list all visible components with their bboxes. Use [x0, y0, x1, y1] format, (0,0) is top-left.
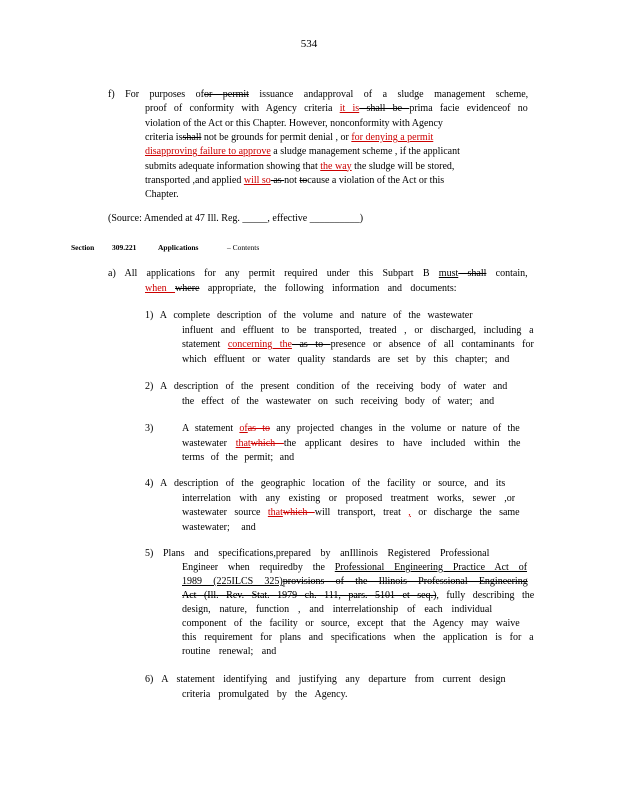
text-run: not: [284, 174, 300, 186]
text-run: appropriate, the following information and documents:: [199, 282, 457, 294]
text-run: ,: [408, 507, 411, 518]
text-run: where: [175, 282, 200, 294]
text-run: or: [203, 89, 223, 100]
text-run: influent and effluent to be transported, treated , or discharged, including a: [182, 324, 534, 336]
text-run: shall: [458, 268, 487, 279]
text-run: it is: [339, 103, 360, 115]
item-2-line: [182, 396, 494, 408]
page-number: 534: [300, 38, 318, 50]
text-run: issuance and: [248, 89, 319, 100]
para-f-line: [145, 132, 433, 144]
text-run: criteria is: [145, 131, 183, 143]
text-run: the applicant desires to have included within the: [283, 437, 521, 449]
text-run: of no: [502, 103, 528, 115]
text-run: shall: [182, 131, 202, 143]
text-run: , fully describing the: [436, 590, 535, 601]
text-run: approval: [318, 89, 364, 100]
item-5-line: [145, 548, 489, 560]
text-run: this requirement for plans and specifications when the application is for a: [182, 632, 534, 643]
text-run: Act (Ill. Rev. Stat. 1979 ch. 111, pars. 5101 et seq.): [182, 590, 437, 601]
section-label: Section: [71, 243, 95, 252]
para-f-line: [108, 89, 528, 101]
item-3-number: 3): [145, 423, 154, 434]
text-run: 1) A complete description of the volume and nature of the wastewater: [145, 310, 473, 321]
text-run: prima facie evidence: [409, 103, 503, 115]
text-run: 4) A description of the geographic location of the facility or source, and its: [145, 478, 506, 489]
para-a-line: [108, 268, 528, 280]
text-run: 5) Plans and specifications,prepared by an: [145, 548, 350, 559]
text-run: disapproving failure to approve: [145, 146, 271, 158]
item-4-line: [182, 493, 515, 505]
item-4-line: [182, 507, 520, 519]
text-run: wastewater source: [182, 507, 268, 518]
section-title: Applications: [158, 243, 199, 252]
item-1-line: [182, 339, 534, 351]
text-run: of a sludge management scheme,: [363, 89, 529, 100]
item-5-line: [182, 590, 534, 602]
text-run: 1989 (225ILCS 325): [182, 576, 283, 587]
item-6-line: [145, 674, 505, 686]
text-run: component of the facility or source, except that the Agency may waive: [182, 618, 520, 629]
item-5-line: [182, 604, 492, 616]
text-run: as to: [291, 339, 331, 350]
text-run: Professional Engineering Practice Act of: [334, 562, 528, 573]
text-run: to: [299, 174, 308, 186]
para-f-line: [145, 103, 528, 115]
text-run: of: [239, 423, 248, 434]
text-run: routine renewal; and: [182, 646, 277, 657]
item-2-line: [145, 381, 507, 393]
item-6-line: [182, 689, 347, 701]
text-run: interrelation with any existing or proposed treatment works, sewer ,or: [182, 492, 516, 504]
text-run: concerning the: [227, 339, 292, 350]
text-run: Engineer when required: [182, 562, 293, 573]
text-run: transported ,and applied: [145, 174, 244, 186]
text-run: for denying a permit: [351, 131, 434, 143]
item-4-line: [182, 522, 256, 534]
text-run: any projected changes in the volume or nature of the: [270, 423, 520, 434]
text-run: a sludge management scheme , if the applicant: [270, 146, 460, 158]
para-a-line: [145, 283, 457, 295]
text-run: or discharge the same: [410, 507, 520, 518]
text-run: proof of conformity with Agency criteria: [145, 103, 340, 115]
para-f-line: [145, 161, 454, 173]
item-1-line: [182, 354, 509, 366]
para-f-line: [145, 175, 444, 187]
text-run: the effect of the wastewater on such receiving body of water; and: [182, 395, 495, 407]
section-heading: [71, 243, 541, 255]
item-3-line: [182, 438, 520, 450]
text-run: presence or absence of all contaminants for: [330, 339, 534, 350]
text-run: design, nature, function , and interrelationship of each individual: [182, 604, 493, 615]
item-5-line: [182, 576, 528, 588]
text-run: of: [195, 89, 204, 100]
text-run: provisions of the Illinois Professional Engineering: [282, 576, 528, 587]
text-run: criteria promulgated by the Agency.: [182, 688, 348, 700]
item-5-line: [182, 562, 527, 574]
section-number: 309.221: [112, 243, 137, 252]
text-run: will so: [243, 174, 271, 186]
text-run: contain,: [486, 268, 528, 279]
source-line-line: [108, 213, 363, 225]
text-run: shall be: [359, 103, 410, 115]
para-f-line: [145, 189, 179, 201]
text-run: A statement: [182, 423, 240, 434]
text-run: f) For purposes: [108, 89, 196, 100]
text-run: Illinois Registered Professional: [349, 548, 490, 559]
text-run: which: [250, 437, 284, 449]
text-run: statement: [182, 339, 228, 350]
text-run: by the: [292, 562, 335, 573]
text-run: as: [270, 174, 285, 186]
text-run: must: [438, 268, 459, 279]
text-run: not be grounds for permit denial , or: [201, 131, 352, 143]
text-run: wastewater; and: [182, 521, 256, 533]
text-run: wastewater: [182, 437, 236, 449]
text-run: the way: [320, 160, 352, 172]
text-run: which effluent or water quality standards are set by this chapter; and: [182, 353, 510, 365]
text-run: which: [282, 507, 315, 518]
item-3-line: [182, 423, 520, 435]
item-5-line: [182, 632, 534, 644]
text-run: will transport, treat: [314, 507, 409, 518]
text-run: the sludge will be stored,: [351, 160, 455, 172]
text-run: that: [235, 437, 251, 449]
text-run: a) All applications for any permit required under this Subpart B: [108, 268, 439, 279]
section-suffix: – Contents: [227, 243, 260, 252]
text-run: 6) A statement identifying and justifying any departure from current design: [145, 674, 506, 685]
text-run: permit: [222, 89, 249, 100]
para-f-line: [145, 118, 443, 130]
text-run: that: [267, 507, 283, 518]
item-1-line: [182, 325, 534, 337]
text-run: Chapter.: [145, 189, 179, 201]
item-3-line: [182, 452, 294, 464]
item-5-line: [182, 618, 520, 630]
item-4-line: [145, 478, 505, 490]
text-run: as to: [247, 423, 271, 434]
text-run: (Source: Amended at 47 Ill. Reg. _____, effective __________): [108, 213, 364, 224]
text-run: 2) A description of the present condition of the receiving body of water and: [145, 381, 508, 392]
text-run: submits adequate information showing that: [145, 160, 321, 172]
text-run: cause a violation of the Act or this: [307, 174, 445, 186]
text-run: violation of the Act or this Chapter. However, nonconformity with Agency: [145, 117, 443, 129]
item-1-line: [145, 310, 473, 322]
item-5-line: [182, 646, 276, 658]
text-run: terms of the permit; and: [182, 452, 295, 463]
text-run: when: [145, 282, 176, 294]
para-f-line: [145, 146, 460, 158]
